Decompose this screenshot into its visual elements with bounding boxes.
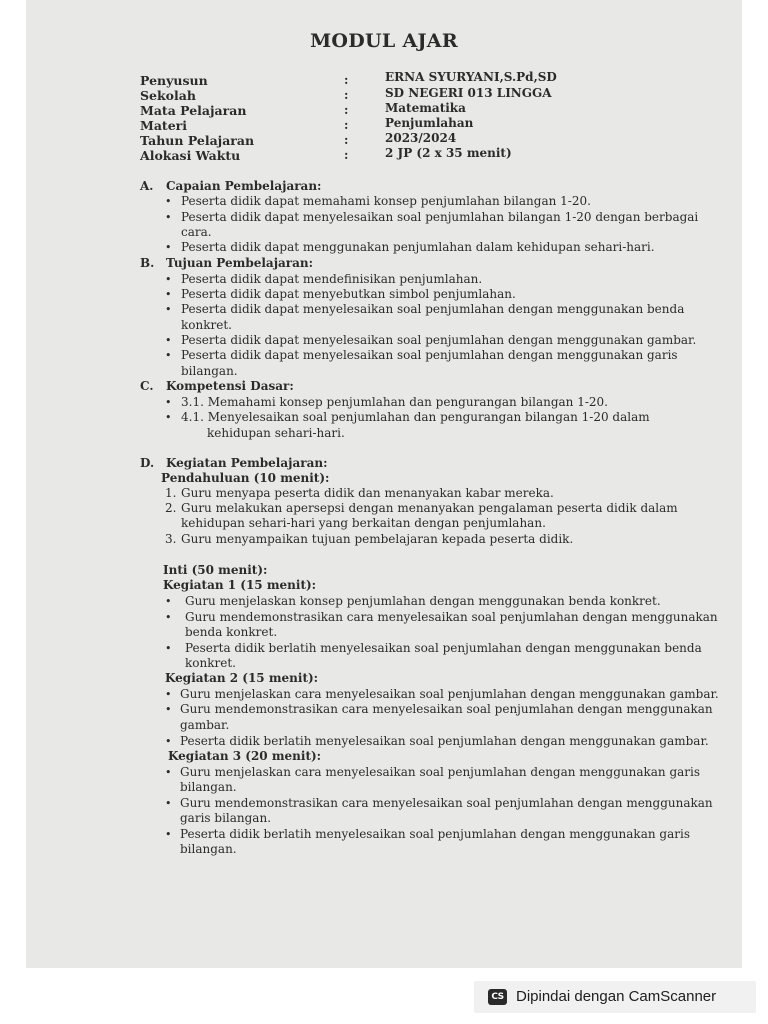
bullet-icon: • — [165, 396, 172, 409]
section-a-item: Peserta didik dapat memahami konsep penjumlahan bilangan 1-20. — [181, 194, 591, 208]
bullet-icon: • — [165, 797, 172, 810]
intro-num: 2. — [165, 501, 177, 515]
kegiatan-1-item: Guru mendemonstrasikan cara menyelesaikan soal penjumlahan dengan menggunakan — [185, 610, 718, 624]
kegiatan-2-item: Guru menjelaskan cara menyelesaikan soal penjumlahan dengan menggunakan gambar. — [180, 687, 719, 701]
kegiatan-3-item: Guru menjelaskan cara menyelesaikan soal penjumlahan dengan menggunakan garis — [180, 765, 701, 779]
kegiatan-2-item: Peserta didik berlatih menyelesaikan soal penjumlahan dengan menggunakan gambar. — [180, 734, 709, 748]
meta-label-sekolah: Sekolah — [140, 88, 196, 103]
meta-value-materi: Penjumlahan — [385, 116, 474, 130]
meta-value-alokasi-waktu: 2 JP (2 x 35 menit) — [385, 146, 512, 160]
section-c-item-cont: kehidupan sehari-hari. — [207, 426, 345, 440]
kegiatan-2-item-cont: gambar. — [180, 718, 230, 732]
bullet-icon: • — [165, 595, 172, 608]
bullet-icon: • — [165, 349, 172, 362]
section-b-item-cont: konkret. — [181, 318, 232, 332]
section-a-letter: A. — [140, 179, 154, 193]
kegiatan-1-item-cont: konkret. — [185, 656, 236, 670]
bullet-icon: • — [165, 828, 172, 841]
bullet-icon: • — [165, 288, 172, 301]
section-b-item: Peserta didik dapat mendefinisikan penjumlahan. — [181, 272, 483, 286]
kegiatan-2-item: Guru mendemonstrasikan cara menyelesaikan soal penjumlahan dengan menggunakan — [180, 702, 713, 716]
intro-item: Guru menyapa peserta didik dan menanyakan kabar mereka. — [181, 486, 554, 500]
section-b-title: Tujuan Pembelajaran: — [166, 256, 314, 270]
intro-item: Guru menyampaikan tujuan pembelajaran kepada peserta didik. — [181, 532, 574, 546]
meta-value-tahun-pelajaran: 2023/2024 — [385, 131, 457, 145]
intro-item: Guru melakukan apersepsi dengan menanyakan pengalaman peserta didik dalam — [181, 501, 678, 515]
kegiatan-1-title: Kegiatan 1 (15 menit): — [163, 578, 317, 592]
kegiatan-1-item: Peserta didik berlatih menyelesaikan soal penjumlahan dengan menggunakan benda — [185, 641, 702, 655]
kegiatan-3-item: Guru mendemonstrasikan cara menyelesaikan soal penjumlahan dengan menggunakan — [180, 796, 713, 810]
section-b-item: Peserta didik dapat menyelesaikan soal penjumlahan dengan menggunakan garis — [181, 348, 678, 362]
bullet-icon: • — [165, 303, 172, 316]
kegiatan-1-item-cont: benda konkret. — [185, 625, 278, 639]
kegiatan-1-item: Guru menjelaskan konsep penjumlahan dengan menggunakan benda konkret. — [185, 594, 661, 608]
bullet-icon: • — [165, 411, 172, 424]
core-title: Inti (50 menit): — [163, 563, 268, 577]
intro-item-cont: kehidupan sehari-hari yang berkaitan dengan penjumlahan. — [181, 516, 546, 530]
section-a-title: Capaian Pembelajaran: — [166, 179, 322, 193]
meta-colon: : — [344, 103, 349, 117]
meta-colon: : — [344, 133, 349, 147]
bullet-icon: • — [165, 642, 172, 655]
bullet-icon: • — [165, 703, 172, 716]
section-b-item: Peserta didik dapat menyebutkan simbol penjumlahan. — [181, 287, 516, 301]
bullet-icon: • — [165, 334, 172, 347]
meta-label-alokasi-waktu: Alokasi Waktu — [140, 148, 241, 163]
page-title: MODUL AJAR — [310, 30, 458, 52]
bullet-icon: • — [165, 241, 172, 254]
intro-title: Pendahuluan (10 menit): — [161, 471, 330, 485]
meta-colon: : — [344, 88, 349, 102]
scanned-paper — [26, 0, 742, 968]
bullet-icon: • — [165, 195, 172, 208]
section-c-title: Kompetensi Dasar: — [166, 379, 294, 393]
meta-value-mata-pelajaran: Matematika — [385, 101, 466, 115]
section-b-item: Peserta didik dapat menyelesaikan soal penjumlahan dengan menggunakan gambar. — [181, 333, 697, 347]
section-d-title: Kegiatan Pembelajaran: — [166, 456, 328, 470]
section-b-letter: B. — [140, 256, 155, 270]
meta-label-penyusun: Penyusun — [140, 73, 208, 88]
kegiatan-3-item-cont: bilangan. — [180, 780, 237, 794]
meta-label-materi: Materi — [140, 118, 187, 133]
section-b-item-cont: bilangan. — [181, 364, 238, 378]
intro-num: 1. — [165, 486, 177, 500]
meta-label-mata-pelajaran: Mata Pelajaran — [140, 103, 247, 118]
bullet-icon: • — [165, 735, 172, 748]
kegiatan-2-title: Kegiatan 2 (15 menit): — [165, 671, 319, 685]
bullet-icon: • — [165, 688, 172, 701]
section-d-letter: D. — [140, 456, 155, 470]
bullet-icon: • — [165, 273, 172, 286]
bullet-icon: • — [165, 611, 172, 624]
meta-label-tahun-pelajaran: Tahun Pelajaran — [140, 133, 255, 148]
meta-value-penyusun: ERNA SYURYANI,S.Pd,SD — [385, 70, 557, 84]
section-c-item: 3.1. Memahami konsep penjumlahan dan pengurangan bilangan 1-20. — [181, 395, 608, 409]
section-a-item-cont: cara. — [181, 225, 212, 239]
meta-colon: : — [344, 73, 349, 87]
kegiatan-3-item-cont: garis bilangan. — [180, 811, 272, 825]
kegiatan-3-title: Kegiatan 3 (20 menit): — [168, 749, 322, 763]
camscanner-watermark-text: Dipindai dengan CamScanner — [516, 988, 717, 1005]
bullet-icon: • — [165, 211, 172, 224]
intro-num: 3. — [165, 532, 177, 546]
section-c-letter: C. — [140, 379, 154, 393]
meta-value-sekolah: SD NEGERI 013 LINGGA — [385, 86, 552, 100]
section-b-item: Peserta didik dapat menyelesaikan soal penjumlahan dengan menggunakan benda — [181, 302, 685, 316]
section-a-item: Peserta didik dapat menggunakan penjumlahan dalam kehidupan sehari-hari. — [181, 240, 655, 254]
meta-colon: : — [344, 148, 349, 162]
kegiatan-3-item: Peserta didik berlatih menyelesaikan soal penjumlahan dengan menggunakan garis — [180, 827, 690, 841]
section-c-item: 4.1. Menyelesaikan soal penjumlahan dan pengurangan bilangan 1-20 dalam — [181, 410, 650, 424]
meta-colon: : — [344, 118, 349, 132]
camscanner-logo-icon: CS — [488, 989, 507, 1005]
section-a-item: Peserta didik dapat menyelesaikan soal penjumlahan bilangan 1-20 dengan berbagai — [181, 210, 699, 224]
bullet-icon: • — [165, 766, 172, 779]
kegiatan-3-item-cont: bilangan. — [180, 842, 237, 856]
